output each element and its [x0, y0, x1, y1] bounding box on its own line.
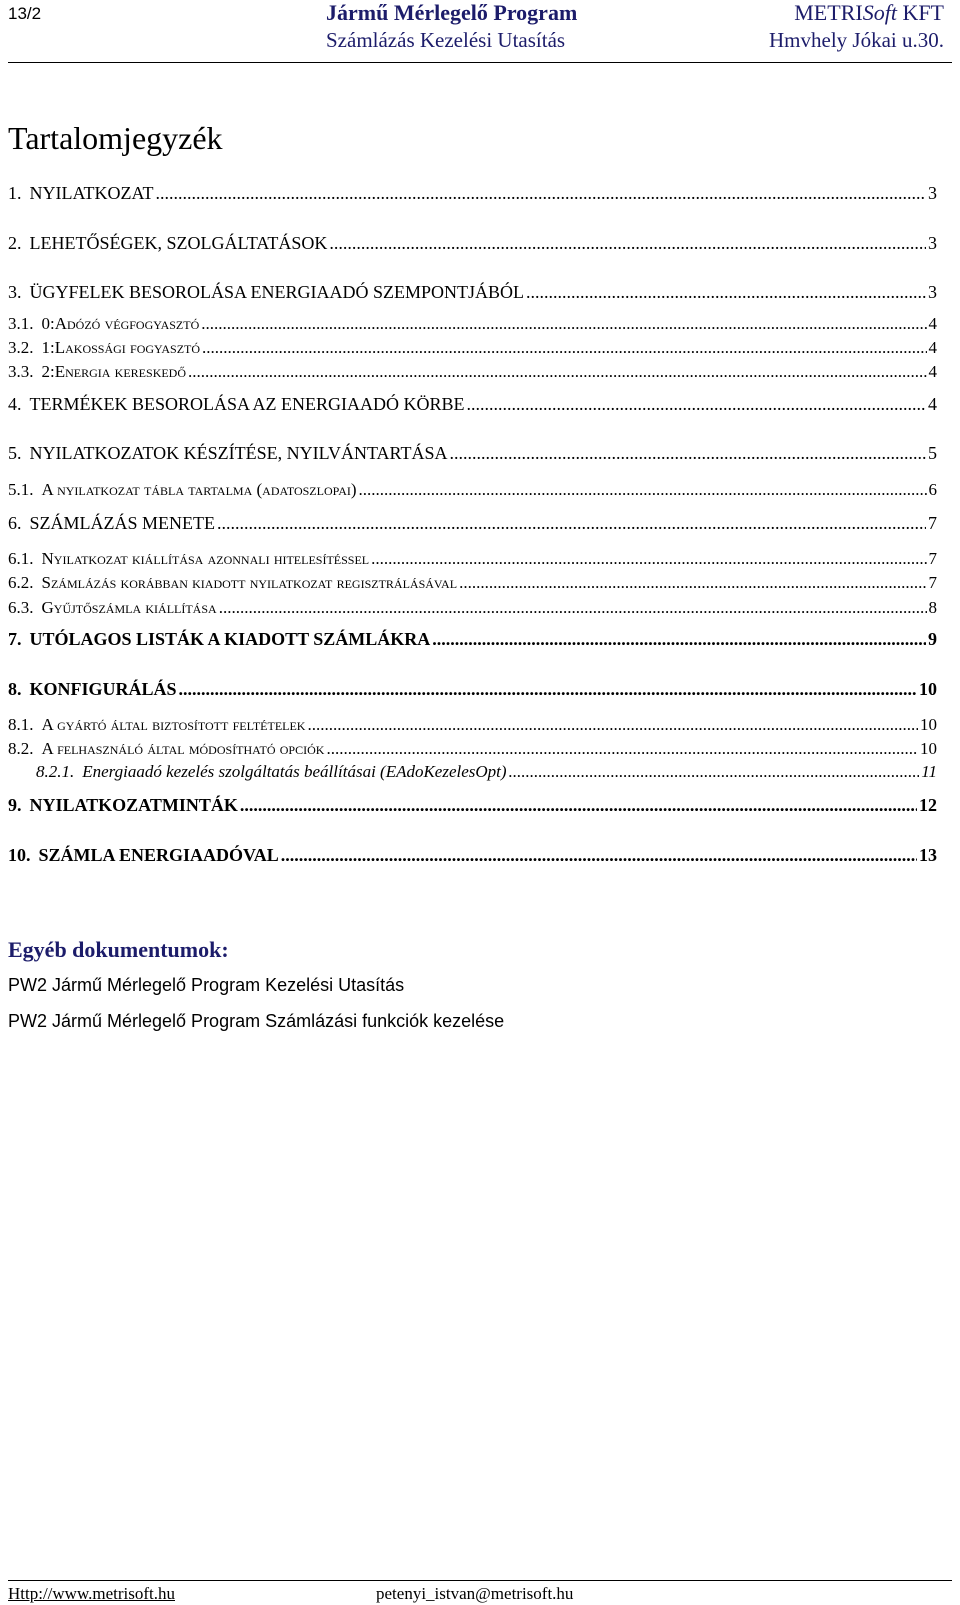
document-subtitle: Számlázás Kezelési Utasítás — [326, 28, 566, 52]
website-link[interactable]: Http://www.metrisoft.hu — [8, 1584, 175, 1603]
toc-entry-number: 6.2. — [8, 573, 34, 592]
toc-entry-page: 10 — [920, 715, 937, 734]
toc-entry-number: 10. — [8, 845, 31, 865]
dot-leader — [217, 513, 926, 534]
toc-entry[interactable] — [8, 715, 937, 735]
toc-entry-page: 13 — [919, 845, 937, 865]
toc-entry-number: 3.2. — [8, 338, 34, 357]
toc-entry-number: 9. — [8, 795, 22, 815]
dot-leader — [307, 715, 918, 735]
toc-entry[interactable] — [8, 573, 937, 593]
toc-entry-text: A gyártó által biztosított feltételek — [41, 715, 306, 734]
company-name-post: KFT — [896, 0, 944, 25]
toc-entry[interactable] — [8, 314, 937, 334]
toc-entry-number: 8.1. — [8, 715, 34, 734]
toc-entry-number: 5. — [8, 443, 22, 463]
dot-leader — [201, 314, 926, 334]
company-name — [794, 0, 944, 26]
dot-leader — [449, 443, 926, 464]
header-divider — [8, 62, 952, 63]
toc-entry-page: 5 — [928, 443, 937, 463]
toc-title: Tartalomjegyzék — [8, 120, 223, 156]
footer-divider — [8, 1580, 952, 1581]
toc-entry[interactable] — [8, 394, 937, 415]
toc-entry[interactable] — [8, 795, 937, 816]
document-list-item: PW2 Jármű Mérlegelő Program Számlázási funkciók kezelése — [8, 1011, 505, 1031]
toc-entry[interactable] — [8, 443, 937, 464]
toc-entry[interactable] — [8, 480, 937, 500]
dot-leader — [219, 598, 927, 618]
toc-entry-page: 4 — [928, 362, 937, 381]
toc-entry-number: 6.1. — [8, 549, 34, 568]
company-name-italic: Soft — [862, 0, 897, 25]
toc-entry-text: A felhasználó által módosítható opciók — [41, 739, 325, 758]
toc-entry-text: NYILATKOZATOK KÉSZÍTÉSE, NYILVÁNTARTÁSA — [29, 443, 448, 463]
toc-entry-page: 11 — [921, 762, 937, 781]
page-footer — [8, 1580, 952, 1605]
dot-leader — [179, 679, 917, 700]
toc-entry-text: Gyűjtőszámla kiállítása — [41, 598, 217, 617]
toc-entry-page: 3 — [928, 183, 937, 203]
dot-leader — [371, 549, 926, 569]
toc-entry-number: 6.3. — [8, 598, 34, 617]
dot-leader — [326, 739, 918, 759]
toc-entry-text: SZÁMLA ENERGIAADÓVAL — [38, 845, 279, 865]
toc-entry[interactable] — [8, 739, 937, 759]
toc-entry[interactable] — [8, 513, 937, 534]
page-header — [8, 0, 952, 60]
dot-leader — [459, 573, 926, 593]
toc-entry-page: 9 — [928, 629, 937, 649]
toc-entry-page: 8 — [928, 598, 937, 617]
toc-entry-text: UTÓLAGOS LISTÁK A KIADOTT SZÁMLÁKRA — [29, 629, 431, 649]
toc-entry-number: 1. — [8, 183, 22, 203]
toc-entry-page: 3 — [928, 233, 937, 253]
toc-entry-number: 8.2.1. — [36, 762, 75, 781]
dot-leader — [202, 338, 926, 358]
toc-entry[interactable] — [8, 629, 937, 650]
toc-entry-number: 8.2. — [8, 739, 34, 758]
toc-entry[interactable] — [8, 549, 937, 569]
toc-entry[interactable] — [8, 598, 937, 618]
toc-entry-text: Számlázás korábban kiadott nyilatkozat regisztrálásával — [41, 573, 458, 592]
toc-entry-number: 5.1. — [8, 480, 34, 499]
dot-leader — [329, 233, 926, 254]
toc-entry[interactable] — [8, 183, 937, 204]
toc-entry-page: 4 — [928, 314, 937, 333]
program-title: Jármű Mérlegelő Program — [326, 0, 578, 25]
dot-leader — [359, 480, 927, 500]
toc-entry[interactable] — [8, 282, 937, 303]
toc-entry-text: NYILATKOZAT — [29, 183, 154, 203]
toc-entry[interactable] — [8, 362, 937, 382]
page-number: 13/2 — [8, 4, 42, 23]
toc-entry-text: ÜGYFELEK BESOROLÁSA ENERGIAADÓ SZEMPONTJÁBÓL — [29, 282, 525, 302]
toc-entry-text: KONFIGURÁLÁS — [29, 679, 177, 699]
toc-entry-page: 4 — [928, 338, 937, 357]
company-address: Hmvhely Jókai u.30. — [769, 28, 944, 52]
dot-leader — [155, 183, 926, 204]
toc-entry-number: 3.3. — [8, 362, 34, 381]
toc-entry-page: 12 — [919, 795, 937, 815]
document-list-item: PW2 Jármű Mérlegelő Program Kezelési Utasítás — [8, 975, 405, 995]
toc-entry-page: 7 — [928, 549, 937, 568]
dot-leader — [526, 282, 926, 303]
toc-entry-text: 2:Energia kereskedő — [41, 362, 187, 381]
company-name-pre: METRI — [794, 0, 863, 25]
dot-leader — [509, 762, 920, 782]
toc-entry-number: 8. — [8, 679, 22, 699]
toc-entry-page: 4 — [928, 394, 937, 414]
toc-entry[interactable] — [36, 762, 937, 782]
toc-entry-text: LEHETŐSÉGEK, SZOLGÁLTATÁSOK — [29, 233, 328, 253]
toc-entry-text: Nyilatkozat kiállítása azonnali hitelesítéssel — [41, 549, 370, 568]
toc-entry[interactable] — [8, 233, 937, 254]
toc-entry-text: TERMÉKEK BESOROLÁSA AZ ENERGIAADÓ KÖRBE — [29, 394, 465, 414]
dot-leader — [432, 629, 926, 650]
toc-entry-text: 0:Adózó végfogyasztó — [41, 314, 200, 333]
contact-email[interactable]: petenyi_istvan@metrisoft.hu — [376, 1584, 574, 1603]
toc-entry-page: 3 — [928, 282, 937, 302]
toc-entry[interactable] — [8, 338, 937, 358]
toc-entry-text: 1:Lakossági fogyasztó — [41, 338, 201, 357]
toc-entry-number: 4. — [8, 394, 22, 414]
toc-entry-text: Energiaadó kezelés szolgáltatás beállításai (EAdoKezelesOpt) — [82, 762, 507, 781]
toc-entry-text: A nyilatkozat tábla tartalma (adatoszlopai) — [41, 480, 357, 499]
toc-entry-number: 3.1. — [8, 314, 34, 333]
toc-entry-page: 7 — [928, 513, 937, 533]
dot-leader — [188, 362, 926, 382]
toc-entry-number: 3. — [8, 282, 22, 302]
toc-entry-text: NYILATKOZATMINTÁK — [29, 795, 238, 815]
other-documents-title: Egyéb dokumentumok: — [8, 937, 229, 962]
toc-entry-number: 2. — [8, 233, 22, 253]
toc-entry-page: 6 — [928, 480, 937, 499]
dot-leader — [281, 845, 917, 866]
toc-entry-page: 10 — [919, 679, 937, 699]
toc-entry-page: 7 — [928, 573, 937, 592]
toc-entry-page: 10 — [920, 739, 937, 758]
toc-entry-text: SZÁMLÁZÁS MENETE — [29, 513, 215, 533]
toc-entry-number: 7. — [8, 629, 22, 649]
toc-entry-number: 6. — [8, 513, 22, 533]
toc-entry[interactable] — [8, 679, 937, 700]
dot-leader — [240, 795, 917, 816]
dot-leader — [467, 394, 926, 415]
toc-entry[interactable] — [8, 845, 937, 866]
